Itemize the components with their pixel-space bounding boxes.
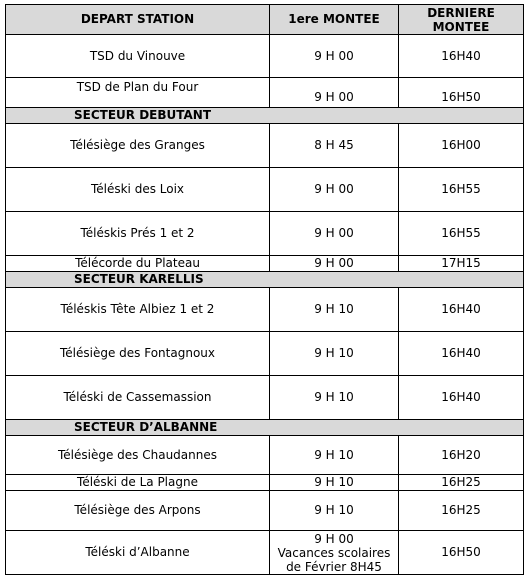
first-ride-cell: 9 H 10 [270, 491, 399, 531]
station-cell: TSD du Vinouve [6, 35, 270, 78]
first-ride-cell [270, 531, 399, 575]
table-row [6, 491, 524, 531]
first-ride-cell: 8 H 45 [270, 124, 399, 168]
header-last-ride-line1: DERNIERE [427, 5, 495, 20]
last-ride-cell: 16H00 [399, 124, 524, 168]
header-last-ride [399, 5, 524, 35]
last-ride-cell: 16H40 [399, 332, 524, 376]
last-ride-cell: 17H15 [399, 256, 524, 272]
station-cell: Télésiège des Granges [6, 124, 270, 168]
table-row [6, 124, 524, 168]
header-depart-station: DEPART STATION [6, 5, 270, 35]
table-row [6, 35, 524, 78]
station-cell: Téléskis Prés 1 et 2 [6, 212, 270, 256]
first-ride-line: 9 H 00 [314, 531, 354, 546]
last-ride-cell: 16H40 [399, 288, 524, 332]
table-row [6, 212, 524, 256]
header-first-ride: 1ere MONTEE [270, 5, 399, 35]
section-title: SECTEUR KARELLIS [6, 272, 524, 288]
table-row [6, 288, 524, 332]
first-ride-note: Vacances scolaires [277, 545, 391, 560]
last-ride-cell: 16H55 [399, 212, 524, 256]
first-ride-cell: 9 H 00 [270, 212, 399, 256]
station-cell: Télésiège des Fontagnoux [6, 332, 270, 376]
lift-schedule-table [5, 4, 524, 575]
last-ride-cell: 16H20 [399, 436, 524, 475]
last-ride-cell: 16H40 [399, 35, 524, 78]
last-ride-cell: 16H50 [399, 531, 524, 575]
table-row [6, 78, 524, 108]
header-row [6, 5, 524, 35]
station-cell: Télésiège des Arpons [6, 491, 270, 531]
section-row [6, 108, 524, 124]
first-ride-cell: 9 H 10 [270, 376, 399, 420]
section-row [6, 420, 524, 436]
first-ride-cell: 9 H 00 [270, 168, 399, 212]
last-ride-cell: 16H25 [399, 491, 524, 531]
first-ride-note: de Février 8H45 [286, 559, 382, 574]
first-ride-cell: 9 H 00 [270, 35, 399, 78]
first-ride-cell: 9 H 10 [270, 288, 399, 332]
section-title: SECTEUR DEBUTANT [6, 108, 524, 124]
station-cell: Télécorde du Plateau [6, 256, 270, 272]
station-cell: Téléski d’Albanne [6, 531, 270, 575]
station-cell: Téléski de La Plagne [6, 475, 270, 491]
last-ride-cell: 16H55 [399, 168, 524, 212]
station-cell: Téléski de Cassemassion [6, 376, 270, 420]
section-title: SECTEUR D’ALBANNE [6, 420, 524, 436]
first-ride-cell: 9 H 10 [270, 475, 399, 491]
station-cell: Téléski des Loix [6, 168, 270, 212]
header-last-ride-line2: MONTEE [432, 19, 490, 34]
table-row [6, 531, 524, 575]
station-cell: TSD de Plan du Four [6, 78, 270, 108]
table-row [6, 168, 524, 212]
first-ride-cell: 9 H 10 [270, 332, 399, 376]
first-ride-cell: 9 H 00 [270, 78, 399, 108]
table-row [6, 256, 524, 272]
station-cell: Télésiège des Chaudannes [6, 436, 270, 475]
last-ride-cell: 16H40 [399, 376, 524, 420]
first-ride-cell: 9 H 10 [270, 436, 399, 475]
last-ride-cell: 16H50 [399, 78, 524, 108]
first-ride-cell: 9 H 00 [270, 256, 399, 272]
table-row [6, 332, 524, 376]
table-row [6, 475, 524, 491]
section-row [6, 272, 524, 288]
table-row [6, 436, 524, 475]
last-ride-cell: 16H25 [399, 475, 524, 491]
station-cell: Téléskis Tête Albiez 1 et 2 [6, 288, 270, 332]
table-row [6, 376, 524, 420]
